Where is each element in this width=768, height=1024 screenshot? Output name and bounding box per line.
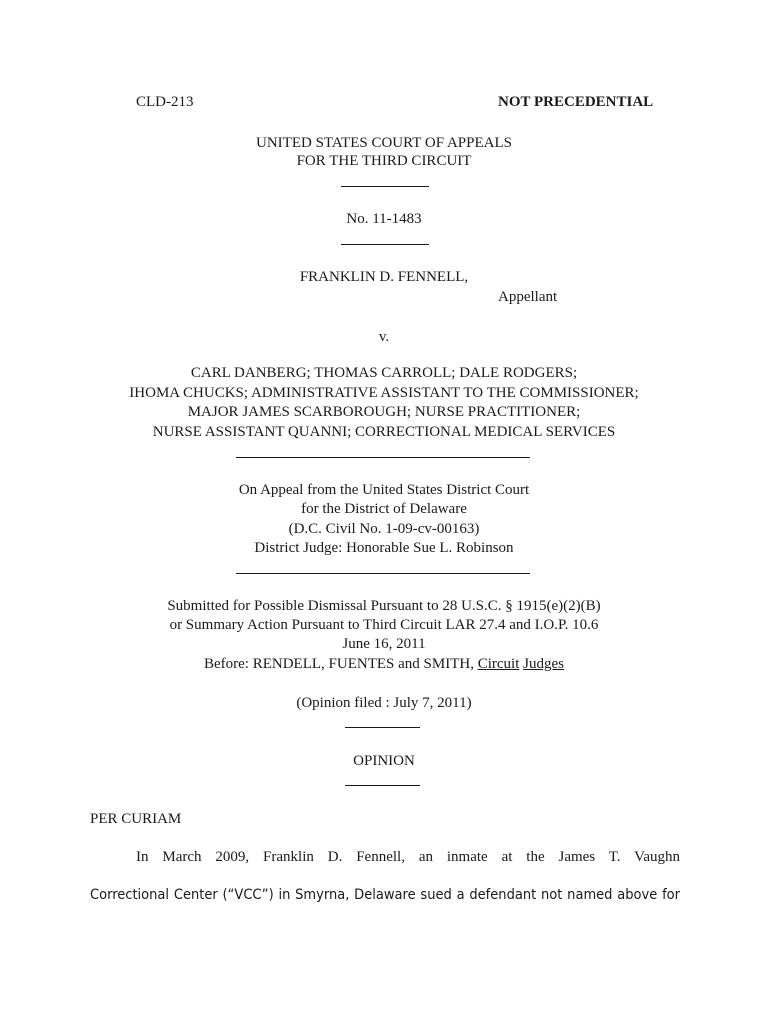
- separator-rule: [345, 727, 420, 728]
- defendants-line: CARL DANBERG; THOMAS CARROLL; DALE RODGERS;: [190, 365, 578, 381]
- civil-number: (D.C. Civil No. 1-09-cv-00163): [288, 521, 480, 537]
- body-paragraph-line: Correctional Center (“VCC”) in Smyrna, Delaware sued a defendant not named above for: [90, 887, 680, 903]
- separator-rule: [236, 457, 530, 458]
- submission-line: Submitted for Possible Dismissal Pursuant to 28 U.S.C. § 1915(e)(2)(B): [167, 598, 601, 614]
- district-judge: District Judge: Honorable Sue L. Robinson: [254, 540, 514, 556]
- defendants-line: MAJOR JAMES SCARBOROUGH; NURSE PRACTITIONER;: [187, 404, 581, 420]
- appeal-district: for the District of Delaware: [301, 501, 467, 517]
- defendants-line: NURSE ASSISTANT QUANNI; CORRECTIONAL MEDICAL SERVICES: [152, 424, 616, 440]
- docket-code: CLD-213: [136, 94, 194, 110]
- court-name: UNITED STATES COURT OF APPEALS: [256, 135, 512, 151]
- submission-line: or Summary Action Pursuant to Third Circuit LAR 27.4 and I.O.P. 10.6: [169, 617, 599, 633]
- body-paragraph-line: In March 2009, Franklin D. Fennell, an inmate at the James T. Vaughn: [136, 849, 680, 865]
- precedential-status: NOT PRECEDENTIAL: [498, 94, 654, 110]
- versus: v.: [378, 329, 390, 345]
- separator-rule: [341, 186, 429, 187]
- separator-rule: [236, 573, 530, 574]
- panel-before: [0, 655, 768, 673]
- case-number: No. 11-1483: [346, 211, 422, 227]
- separator-rule: [345, 785, 420, 786]
- opinion-filed-date: (Opinion filed : July 7, 2011): [296, 695, 472, 711]
- panel-judges-word: Judges: [523, 656, 564, 672]
- appeal-origin: On Appeal from the United States District Court: [238, 482, 530, 498]
- defendants-line: IHOMA CHUCKS; ADMINISTRATIVE ASSISTANT TO THE COMMISSIONER;: [129, 385, 639, 401]
- per-curiam: PER CURIAM: [90, 811, 182, 827]
- court-circuit: FOR THE THIRD CIRCUIT: [296, 153, 472, 169]
- separator-rule: [341, 244, 429, 245]
- panel-judges: Before: RENDELL, FUENTES and SMITH,: [204, 656, 478, 672]
- appellant-role: Appellant: [498, 289, 558, 305]
- opinion-heading: OPINION: [353, 753, 415, 769]
- appellant-name: FRANKLIN D. FENNELL,: [299, 269, 469, 285]
- panel-circuit-word: Circuit: [477, 656, 520, 672]
- submission-date: June 16, 2011: [342, 636, 426, 652]
